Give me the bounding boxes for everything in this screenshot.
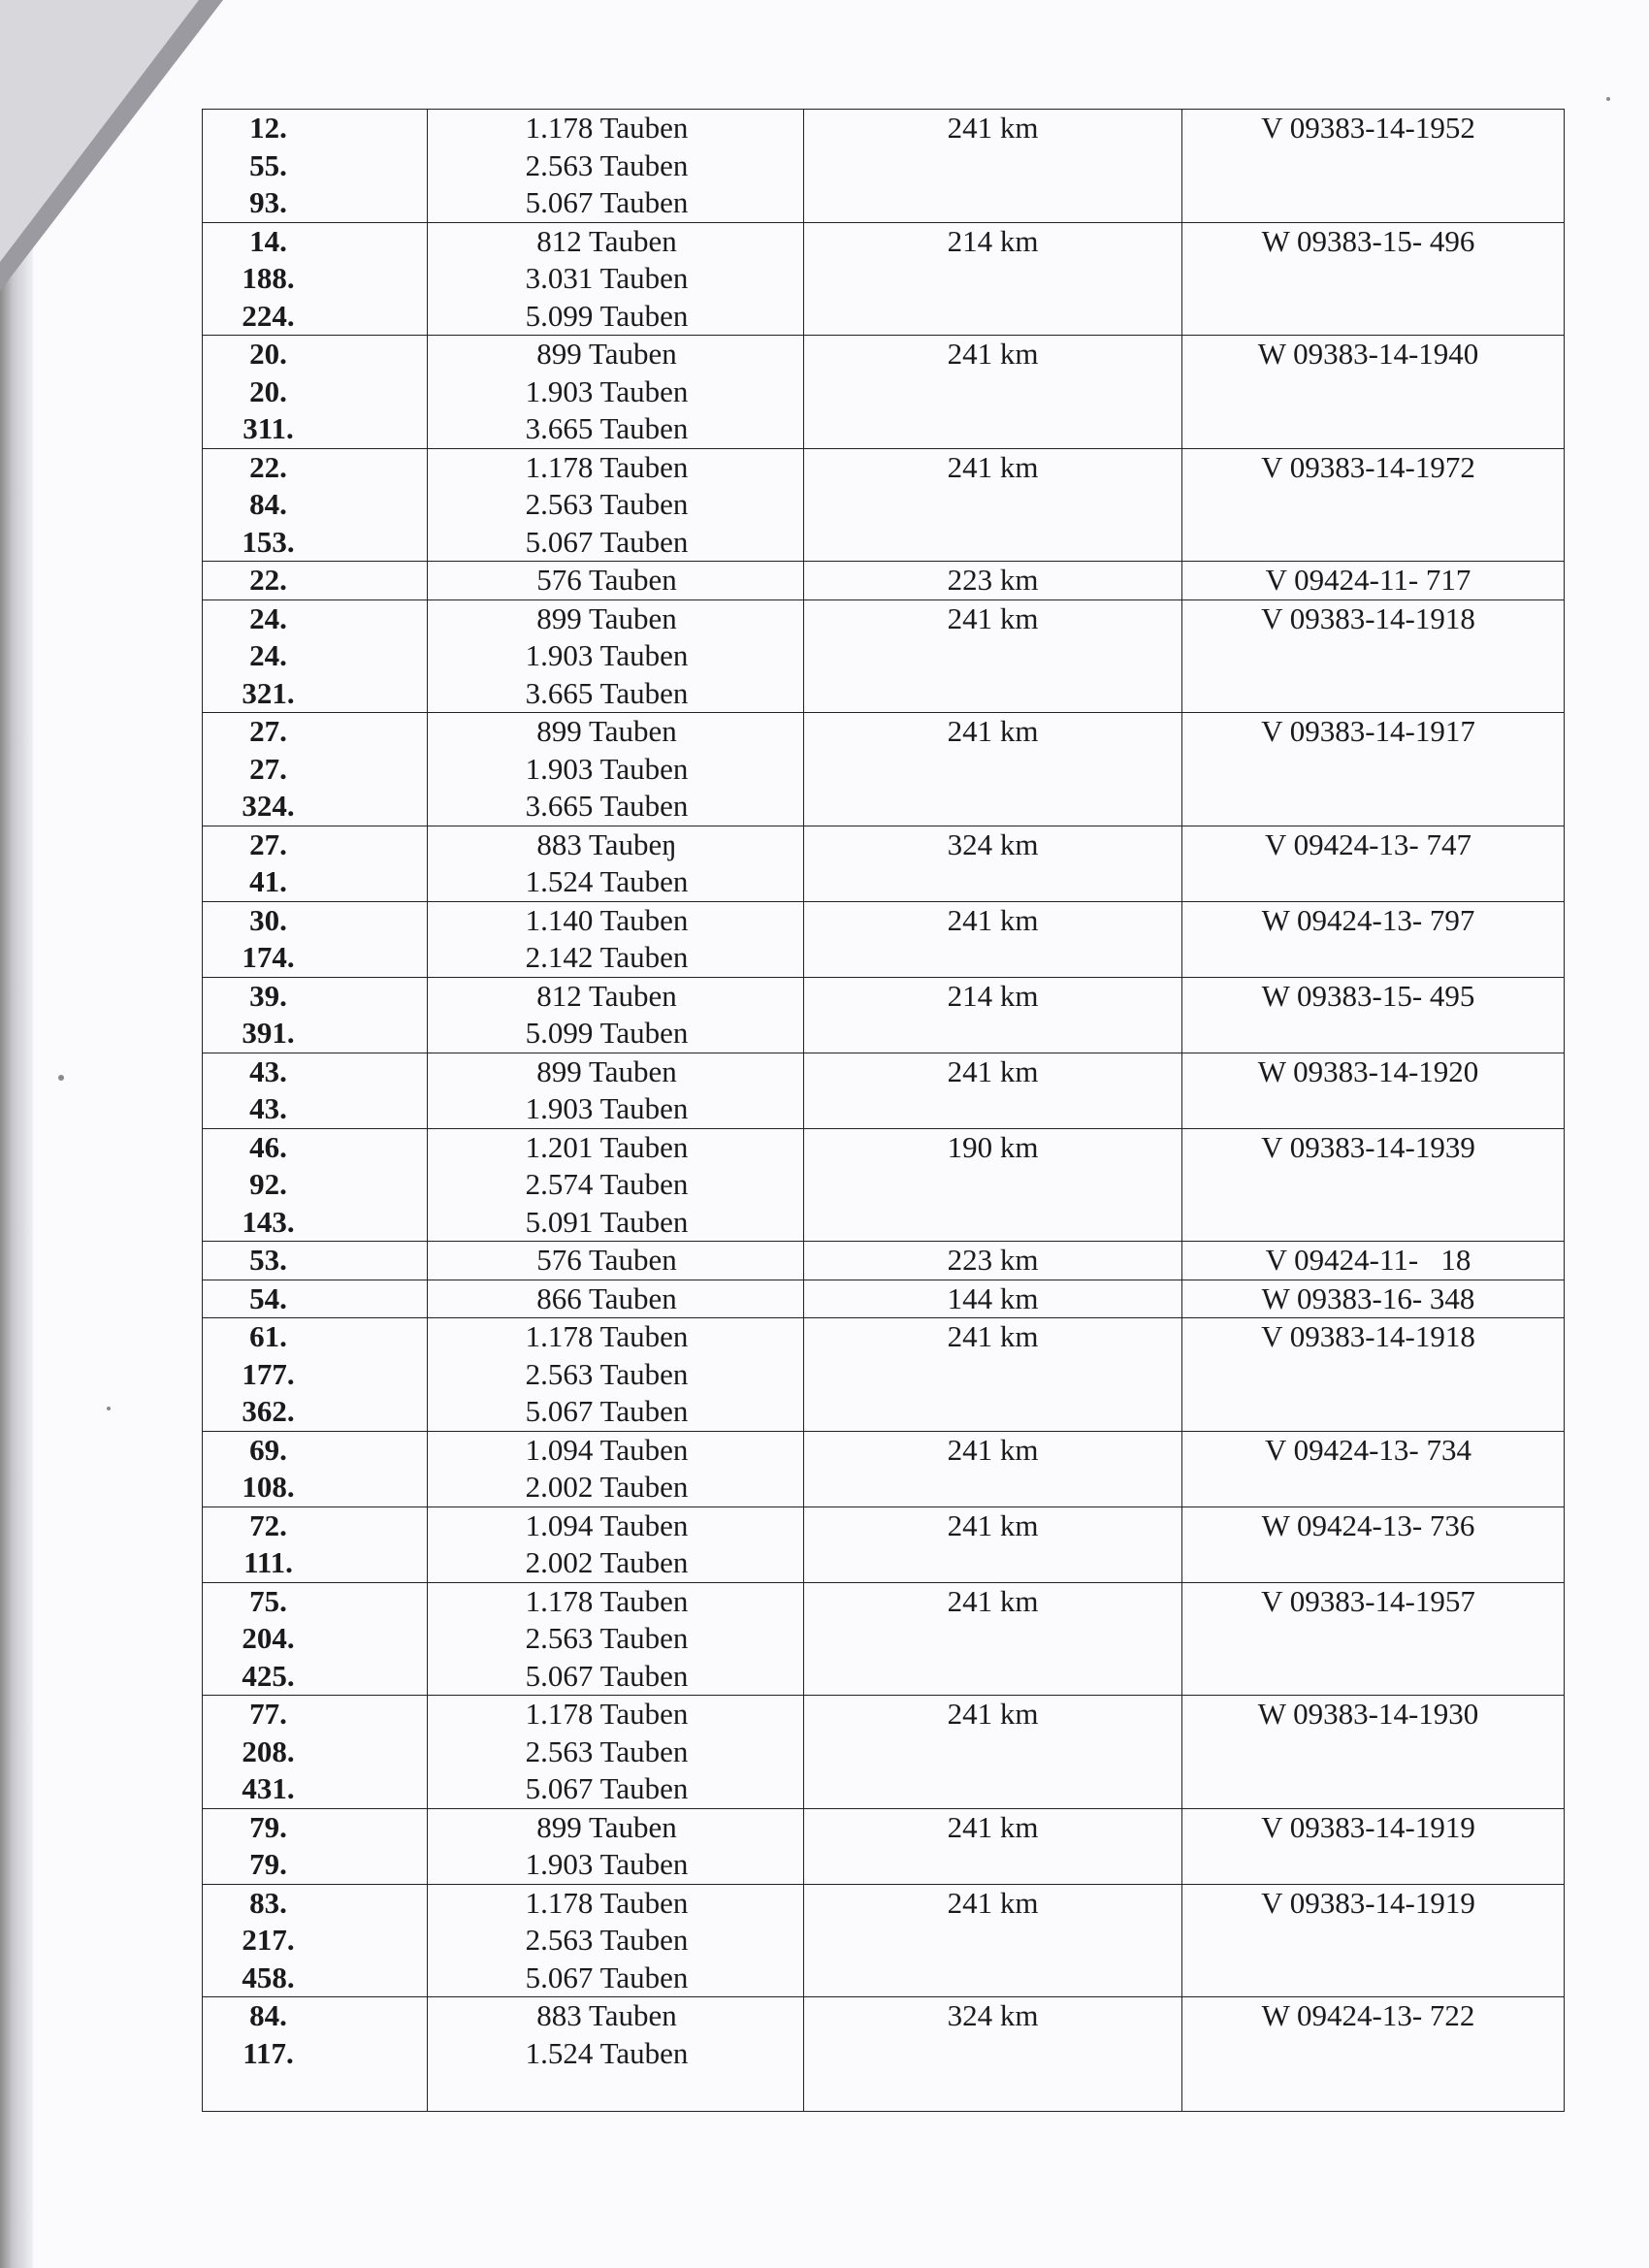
distance-value: 241 km [947,600,1039,635]
bird-count-value: 1.178 Tauben [525,111,689,145]
bird-count-cell [428,599,804,713]
placement-cell [203,1696,428,1809]
bird-count-value: 5.099 Tauben [525,298,689,333]
placement-cell [203,336,428,449]
bird-count-value: 5.067 Tauben [525,1658,689,1693]
bird-count-value: 899 Tauben [536,337,677,371]
ring-number-value: V 09383-14-1918 [1261,1319,1475,1353]
distance-cell [804,1696,1182,1809]
placement-cell [203,1808,428,1884]
distance-cell [804,222,1182,336]
ring-number-cell [1182,1696,1565,1809]
ring-number-value: W 09424-13- 722 [1261,1998,1475,2032]
distance-value: 324 km [947,826,1039,861]
bird-count-value: 5.067 Tauben [525,524,689,559]
placement-value: 27. [249,714,287,748]
ring-number-cell [1182,977,1565,1053]
folded-corner-highlight [0,0,199,262]
bird-count-cell [428,1053,804,1128]
bird-count-value: 3.665 Tauben [525,411,689,445]
distance-cell [804,562,1182,600]
distance-cell [804,336,1182,449]
ring-number-value: W 09383-14-1930 [1257,1697,1479,1731]
distance-value: 241 km [947,1507,1039,1542]
distance-cell [804,110,1182,223]
distance-value: 241 km [947,1053,1039,1088]
distance-cell [804,1997,1182,2112]
bird-count-value: 1.178 Tauben [525,1885,689,1920]
distance-value: 223 km [947,563,1039,597]
ring-number-cell [1182,1808,1565,1884]
bird-count-cell [428,713,804,826]
bird-count-cell [428,1128,804,1242]
distance-value: 223 km [947,1243,1039,1277]
bird-count-value: 5.067 Tauben [525,185,689,219]
placement-value: 84. [249,487,287,521]
table-row [203,1808,1565,1884]
table-row [203,1997,1565,2112]
placement-value: 324. [242,789,295,823]
placement-value: 39. [249,978,287,1013]
bird-count-value: 5.099 Tauben [525,1016,689,1050]
placement-value: 24. [249,600,287,635]
placement-value: 83. [249,1885,287,1920]
distance-cell [804,1582,1182,1696]
placement-cell [203,1884,428,1997]
bird-count-cell [428,222,804,336]
distance-value: 241 km [947,1583,1039,1618]
ring-number-cell [1182,901,1565,977]
ring-number-cell [1182,222,1565,336]
bird-count-value: 899 Tauben [536,1053,677,1088]
placement-value: 20. [249,373,287,408]
ring-number-cell [1182,1318,1565,1432]
table-row [203,713,1565,826]
distance-cell [804,1053,1182,1128]
bird-count-value: 2.563 Tauben [525,1356,689,1391]
distance-cell [804,1242,1182,1280]
placement-value: 79. [249,1847,287,1881]
placement-cell [203,1997,428,2112]
bird-count-value: 1.524 Tauben [525,864,689,898]
bird-count-cell [428,1280,804,1318]
ring-number-value: V 09383-14-1957 [1261,1583,1475,1618]
placement-cell [203,1242,428,1280]
placement-value: 53. [249,1243,287,1277]
distance-value: 241 km [947,1697,1039,1731]
placement-cell [203,826,428,901]
placement-value: 43. [249,1091,287,1125]
distance-value: 241 km [947,1809,1039,1844]
bird-count-value: 883 Taubeŋ [536,826,677,861]
placement-value: 72. [249,1507,287,1542]
ring-number-value: V 09383-14-1919 [1261,1809,1475,1844]
placement-value: 174. [242,940,295,974]
table-row [203,562,1565,600]
table-row [203,448,1565,562]
placement-value: 143. [242,1204,295,1239]
distance-cell [804,599,1182,713]
ring-number-value: W 09424-13- 736 [1261,1507,1475,1542]
distance-value: 190 km [947,1129,1039,1164]
table-row [203,1507,1565,1582]
placement-value: 61. [249,1319,287,1353]
ring-number-value: V 09424-11- 717 [1265,563,1471,597]
bird-count-value: 1.903 Tauben [525,638,689,672]
distance-cell [804,1280,1182,1318]
placement-value: 92. [249,1167,287,1201]
placement-value: 111. [243,1545,293,1579]
placement-value: 41. [249,864,287,898]
table-row [203,1318,1565,1432]
placement-value: 14. [249,223,287,258]
bird-count-value: 812 Tauben [536,978,677,1013]
placement-value: 117. [242,2035,294,2070]
placement-value: 22. [249,563,287,597]
ring-number-cell [1182,562,1565,600]
table-row [203,1242,1565,1280]
table-row [203,1128,1565,1242]
bird-count-value: 2.002 Tauben [525,1470,689,1504]
bird-count-value: 576 Tauben [536,1243,677,1277]
bird-count-value: 1.140 Tauben [525,902,689,937]
placement-value: 93. [249,185,287,219]
distance-value: 241 km [947,449,1039,484]
placement-value: 20. [249,337,287,371]
bird-count-cell [428,977,804,1053]
ring-number-cell [1182,713,1565,826]
placement-value: 54. [249,1280,287,1315]
distance-value: 241 km [947,1319,1039,1353]
placement-value: 43. [249,1053,287,1088]
ring-number-value: V 09424-13- 734 [1265,1432,1471,1467]
placement-value: 27. [249,751,287,786]
bird-count-value: 2.574 Tauben [525,1167,689,1201]
bird-count-value: 2.563 Tauben [525,147,689,182]
ring-number-value: W 09383-15- 496 [1261,223,1475,258]
placement-cell [203,1507,428,1582]
results-table [202,109,1565,2112]
ring-number-cell [1182,1053,1565,1128]
placement-value: 362. [242,1394,295,1428]
table-row [203,1582,1565,1696]
bird-count-cell [428,1884,804,1997]
ring-number-cell [1182,448,1565,562]
placement-cell [203,1128,428,1242]
table-row [203,336,1565,449]
distance-value: 241 km [947,337,1039,371]
ring-number-cell [1182,1507,1565,1582]
bird-count-cell [428,1696,804,1809]
bird-count-value: 1.903 Tauben [525,751,689,786]
bird-count-cell [428,1431,804,1507]
bird-count-value: 5.091 Tauben [525,1204,689,1239]
distance-cell [804,901,1182,977]
placement-cell [203,562,428,600]
bird-count-value: 2.002 Tauben [525,1545,689,1579]
paper-speck [1606,97,1610,101]
bird-count-value: 576 Tauben [536,563,677,597]
distance-value: 241 km [947,1432,1039,1467]
bird-count-cell [428,1507,804,1582]
bird-count-value: 2.142 Tauben [525,940,689,974]
ring-number-cell [1182,336,1565,449]
bird-count-cell [428,562,804,600]
distance-value: 241 km [947,902,1039,937]
placement-cell [203,110,428,223]
distance-value: 241 km [947,111,1039,145]
bird-count-value: 3.031 Tauben [525,261,689,295]
table-row [203,1696,1565,1809]
placement-cell [203,599,428,713]
ring-number-cell [1182,1280,1565,1318]
ring-number-value: V 09383-14-1919 [1261,1885,1475,1920]
table-row [203,1431,1565,1507]
bird-count-value: 1.178 Tauben [525,1319,689,1353]
placement-value: 204. [242,1621,295,1655]
distance-cell [804,448,1182,562]
paper-speck [58,1075,64,1081]
placement-value: 188. [242,261,295,295]
placement-cell [203,1431,428,1507]
ring-number-value: V 09383-14-1972 [1261,449,1475,484]
scan-page-edge [0,0,33,2268]
distance-value: 241 km [947,1885,1039,1920]
bird-count-value: 3.665 Tauben [525,789,689,823]
bird-count-value: 5.067 Tauben [525,1394,689,1428]
placement-value: 75. [249,1583,287,1618]
distance-value: 324 km [947,1998,1039,2032]
placement-value: 208. [242,1733,295,1768]
placement-value: 321. [242,675,295,710]
bird-count-value: 1.524 Tauben [525,2035,689,2070]
results-table-container [202,109,1564,2112]
ring-number-cell [1182,1884,1565,1997]
bird-count-value: 899 Tauben [536,714,677,748]
table-row [203,1280,1565,1318]
placement-cell [203,901,428,977]
bird-count-value: 1.178 Tauben [525,449,689,484]
bird-count-value: 5.067 Tauben [525,1960,689,1994]
bird-count-value: 899 Tauben [536,1809,677,1844]
ring-number-value: W 09383-14-1920 [1257,1053,1479,1088]
table-row [203,222,1565,336]
bird-count-value: 1.094 Tauben [525,1507,689,1542]
distance-cell [804,713,1182,826]
table-row [203,1884,1565,1997]
placement-value: 153. [242,524,295,559]
bird-count-value: 2.563 Tauben [525,1923,689,1957]
ring-number-cell [1182,826,1565,901]
results-table-body [203,110,1565,2112]
distance-value: 241 km [947,714,1039,748]
bird-count-value: 899 Tauben [536,600,677,635]
bird-count-value: 2.563 Tauben [525,1621,689,1655]
placement-value: 224. [242,298,295,333]
bird-count-cell [428,826,804,901]
placement-cell [203,1280,428,1318]
ring-number-value: W 09424-13- 797 [1261,902,1475,937]
bird-count-cell [428,1808,804,1884]
placement-value: 46. [249,1129,287,1164]
bird-count-value: 2.563 Tauben [525,1733,689,1768]
ring-number-value: V 09383-14-1939 [1261,1129,1475,1164]
bird-count-value: 2.563 Tauben [525,487,689,521]
placement-value: 27. [249,826,287,861]
ring-number-value: V 09424-13- 747 [1265,826,1471,861]
distance-cell [804,1507,1182,1582]
distance-value: 214 km [947,223,1039,258]
distance-cell [804,826,1182,901]
ring-number-value: W 09383-14-1940 [1257,337,1479,371]
ring-number-cell [1182,1582,1565,1696]
placement-value: 30. [249,902,287,937]
ring-number-value: V 09383-14-1952 [1261,111,1475,145]
ring-number-cell [1182,1431,1565,1507]
placement-cell [203,448,428,562]
table-row [203,977,1565,1053]
distance-value: 144 km [947,1280,1039,1315]
placement-value: 217. [242,1923,295,1957]
placement-value: 391. [242,1016,295,1050]
bird-count-cell [428,1242,804,1280]
table-row [203,599,1565,713]
bird-count-cell [428,1318,804,1432]
bird-count-cell [428,110,804,223]
placement-value: 458. [242,1960,295,1994]
placement-value: 12. [249,111,287,145]
bird-count-cell [428,901,804,977]
distance-cell [804,1808,1182,1884]
distance-cell [804,1884,1182,1997]
bird-count-value: 3.665 Tauben [525,675,689,710]
bird-count-value: 1.201 Tauben [525,1129,689,1164]
distance-cell [804,1318,1182,1432]
ring-number-value: W 09383-15- 495 [1261,978,1475,1013]
bird-count-value: 812 Tauben [536,223,677,258]
table-row [203,826,1565,901]
placement-cell [203,977,428,1053]
table-row [203,1053,1565,1128]
placement-cell [203,1318,428,1432]
placement-value: 22. [249,449,287,484]
placement-cell [203,222,428,336]
placement-value: 425. [242,1658,295,1693]
distance-cell [804,1431,1182,1507]
ring-number-value: W 09383-16- 348 [1261,1280,1475,1315]
placement-value: 77. [249,1697,287,1731]
ring-number-cell [1182,110,1565,223]
bird-count-value: 866 Tauben [536,1280,677,1315]
placement-value: 69. [249,1432,287,1467]
ring-number-cell [1182,1997,1565,2112]
bird-count-cell [428,448,804,562]
ring-number-cell [1182,599,1565,713]
distance-cell [804,1128,1182,1242]
placement-cell [203,1582,428,1696]
paper-speck [107,1407,111,1410]
ring-number-value: V 09383-14-1917 [1261,714,1475,748]
placement-value: 79. [249,1809,287,1844]
bird-count-value: 1.903 Tauben [525,1091,689,1125]
placement-value: 311. [242,411,294,445]
bird-count-value: 1.903 Tauben [525,1847,689,1881]
bird-count-cell [428,336,804,449]
ring-number-cell [1182,1242,1565,1280]
placement-value: 24. [249,638,287,672]
placement-value: 108. [242,1470,295,1504]
bird-count-cell [428,1997,804,2112]
placement-value: 431. [242,1771,295,1805]
bird-count-cell [428,1582,804,1696]
bird-count-value: 1.178 Tauben [525,1583,689,1618]
bird-count-value: 883 Tauben [536,1998,677,2032]
distance-value: 214 km [947,978,1039,1013]
ring-number-value: V 09424-11- 18 [1265,1243,1471,1277]
bird-count-value: 1.178 Tauben [525,1697,689,1731]
bird-count-value: 1.094 Tauben [525,1432,689,1467]
bird-count-value: 5.067 Tauben [525,1771,689,1805]
placement-value: 177. [242,1356,295,1391]
distance-cell [804,977,1182,1053]
placement-cell [203,713,428,826]
ring-number-value: V 09383-14-1918 [1261,600,1475,635]
placement-value: 55. [249,147,287,182]
placement-value: 84. [249,1998,287,2032]
ring-number-cell [1182,1128,1565,1242]
bird-count-value: 1.903 Tauben [525,373,689,408]
table-row [203,110,1565,223]
placement-cell [203,1053,428,1128]
table-row [203,901,1565,977]
